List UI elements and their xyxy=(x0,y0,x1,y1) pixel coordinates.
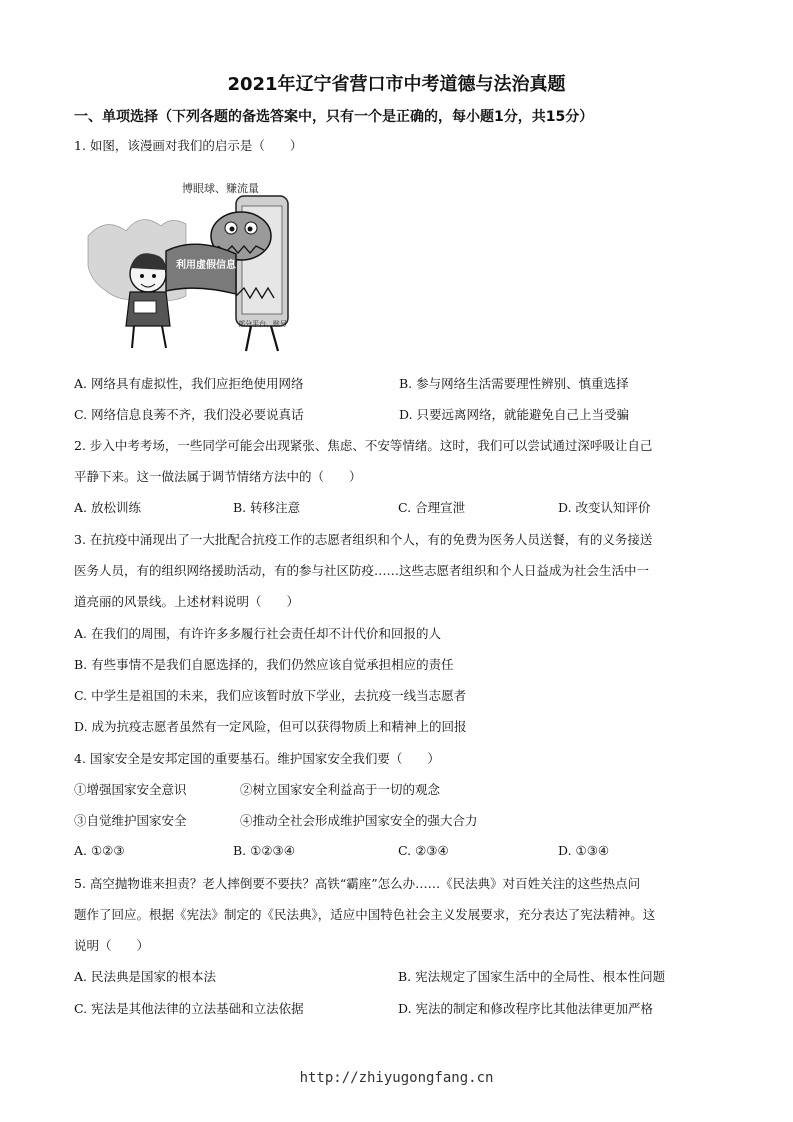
question-2-option-c[interactable]: C. 合理宣泄 xyxy=(398,500,466,515)
section-heading: 一、单项选择（下列各题的备选答案中，只有一个是正确的，每小题1分，共15分） xyxy=(74,109,594,125)
question-3-option-d[interactable]: D. 成为抗疫志愿者虽然有一定风险，但可以获得物质上和精神上的回报 xyxy=(74,719,467,734)
question-5-option-a[interactable]: A. 民法典是国家的根本法 xyxy=(74,969,216,984)
question-3-stem-line-3: 道亮丽的风景线。上述材料说明（ ） xyxy=(74,594,300,609)
phone-label: 部分平台、账号 xyxy=(238,320,287,328)
question-5-option-d[interactable]: D. 宪法的制定和修改程序比其他法律更加严格 xyxy=(398,1001,654,1016)
question-4-option-d[interactable]: D. ①③④ xyxy=(558,843,610,858)
question-5-stem-line-2: 题作了回应。根据《宪法》制定的《民法典》，适应中国特色社会主义发展要求，充分表达了宪法精神。这 xyxy=(74,907,656,922)
question-3-stem-line-2: 医务人员，有的组织网络援助活动，有的参与社区防疫……这些志愿者组织和个人日益成为社会生活中一 xyxy=(74,563,650,578)
question-1-option-c[interactable]: C. 网络信息良莠不齐，我们没必要说真话 xyxy=(74,407,304,422)
monster-label: 利用虚假信息 xyxy=(176,260,236,271)
question-1-option-d[interactable]: D. 只要远离网络，就能避免自己上当受骗 xyxy=(399,407,630,422)
question-4-item-2: ②树立国家安全利益高于一切的观念 xyxy=(240,782,441,797)
question-2-option-a[interactable]: A. 放松训练 xyxy=(74,500,141,515)
question-2-stem-line-2: 平静下来。这一做法属于调节情绪方法中的（ ） xyxy=(74,469,362,484)
question-5-stem-line-1: 5. 高空抛物谁来担责？老人摔倒要不要扶？高铁“霸座”怎么办……《民法典》对百姓关注的这些热点问 xyxy=(74,876,641,891)
cartoon-monster-phone-image xyxy=(86,176,294,356)
cartoon-caption: 博眼球、赚流量 xyxy=(182,182,259,195)
question-1-stem: 1. 如图，该漫画对我们的启示是（ ） xyxy=(74,138,303,153)
question-1-option-a[interactable]: A. 网络具有虚拟性，我们应拒绝使用网络 xyxy=(74,376,304,391)
page-title: 2021年辽宁省营口市中考道德与法治真题 xyxy=(227,74,566,95)
question-4-option-b[interactable]: B. ①②③④ xyxy=(233,843,295,858)
question-1-option-b[interactable]: B. 参与网络生活需要理性辨别、慎重选择 xyxy=(399,376,629,391)
question-4-option-a[interactable]: A. ①②③ xyxy=(74,843,125,858)
footer-url[interactable]: http://zhiyugongfang.cn xyxy=(299,1070,494,1086)
question-3-option-c[interactable]: C. 中学生是祖国的未来，我们应该暂时放下学业，去抗疫一线当志愿者 xyxy=(74,688,467,703)
question-3-option-a[interactable]: A. 在我们的周围，有许许多多履行社会责任却不计代价和回报的人 xyxy=(74,626,441,641)
question-5-stem-line-3: 说明（ ） xyxy=(74,938,150,953)
question-5-option-b[interactable]: B. 宪法规定了国家生活中的全局性、根本性问题 xyxy=(398,969,666,984)
question-5-option-c[interactable]: C. 宪法是其他法律的立法基础和立法依据 xyxy=(74,1001,304,1016)
question-4-stem: 4. 国家安全是安邦定国的重要基石。维护国家安全我们要（ ） xyxy=(74,751,440,766)
question-4-option-c[interactable]: C. ②③④ xyxy=(398,843,449,858)
question-4-item-4: ④推动全社会形成维护国家安全的强大合力 xyxy=(240,813,478,828)
question-4-item-3: ③自觉维护国家安全 xyxy=(74,813,187,828)
question-2-option-d[interactable]: D. 改变认知评价 xyxy=(558,500,651,515)
question-4-item-1: ①增强国家安全意识 xyxy=(74,782,187,797)
question-2-stem-line-1: 2. 步入中考考场，一些同学可能会出现紧张、焦虑、不安等情绪。这时，我们可以尝试通过深呼吸让自己 xyxy=(74,438,653,453)
question-3-option-b[interactable]: B. 有些事情不是我们自愿选择的，我们仍然应该自觉承担相应的责任 xyxy=(74,657,454,672)
question-3-stem-line-1: 3. 在抗疫中涌现出了一大批配合抗疫工作的志愿者组织和个人，有的免费为医务人员送餐，有的义务接送 xyxy=(74,532,653,547)
question-2-option-b[interactable]: B. 转移注意 xyxy=(233,500,301,515)
